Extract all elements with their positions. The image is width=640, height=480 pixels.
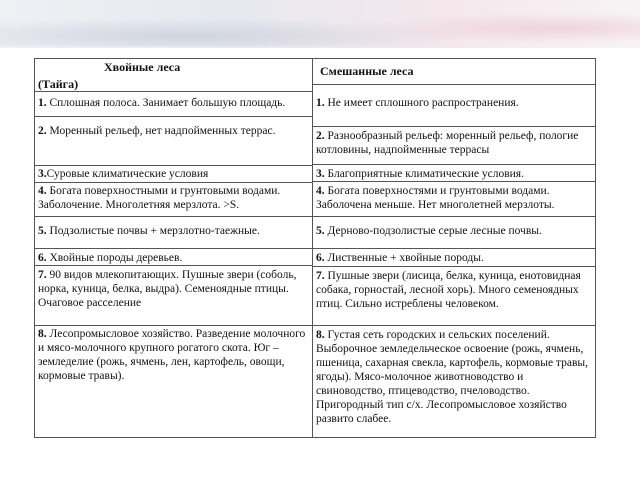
row-line-right <box>312 266 596 267</box>
row-line-right <box>312 248 596 249</box>
left-cell-2: 2. Моренный рельеф, нет надпойменных террас. <box>38 125 276 137</box>
row-line-right <box>312 164 596 165</box>
left-cell-7: 7. 90 видов млекопитающих. Пушные звери (соболь, норка, куница, белка, выдра). Семеноядные птицы. Очаговое расселение <box>38 269 297 309</box>
right-cell-8: 8. Густая сеть городских и сельских поселений. Выборочное земледельческое освоение (рожь, ячмень, пшеница, сахарная свекла, картофель, кормовые травы, ягоды). Мясо-молочное животноводство и свиноводство, птицеводство, пчеловодство. Пригородный тип с/х. Лесопромысловое хозяйство развито слабее. <box>316 329 588 425</box>
left-cell-8: 8. Лесопромысловое хозяйство. Разведение молочного и мясо-молочного крупного рогатого скота. Юг – земледелие (рожь, ячмень, лен, картофель, овощи, кормовые травы). <box>38 328 306 382</box>
left-cell-1: 1. Сплошная полоса. Занимает большую площадь. <box>38 97 286 109</box>
left-column-title: Хвойные леса <box>104 60 181 74</box>
right-cell-7: 7. Пушные звери (лисица, белка, куница, енотовидная собака, горностай, лесной хорь). Много семеноядных птиц. Сильно истреблены человеком. <box>316 270 581 310</box>
row-line-right <box>312 325 596 326</box>
row-line-right <box>312 181 596 182</box>
left-cell-5: 5. Подзолистые почвы + мерзлотно-таежные. <box>38 225 260 237</box>
right-cell-2: 2. Разнообразный рельеф: моренный рельеф, пологие котловины, надпойменные террасы <box>316 130 579 156</box>
row-line-right <box>312 84 596 85</box>
row-line-right <box>312 126 596 127</box>
banner-wave-pink <box>0 10 640 50</box>
right-cell-3: 3. Благоприятные климатические условия. <box>316 168 524 180</box>
row-line-left <box>34 248 312 249</box>
right-column-title: Смешанные леса <box>320 64 414 78</box>
left-column-subtitle: (Тайга) <box>38 77 79 91</box>
right-cell-1: 1. Не имеет сплошного распространения. <box>316 97 519 109</box>
left-cell-6: 6. Хвойные породы деревьев. <box>38 252 183 264</box>
right-cell-4: 4. Богата поверхностями и грунтовыми водами. Заболочена меньше. Нет многолетней мерзлоты. <box>316 185 555 211</box>
left-cell-3: 3.Суровые климатические условия <box>38 168 209 180</box>
row-line-left <box>34 116 312 117</box>
slide-banner <box>0 0 640 48</box>
row-line-left <box>34 216 312 217</box>
row-line-left <box>34 325 312 326</box>
row-line-left <box>34 165 312 166</box>
left-cell-4: 4. Богата поверхностными и грунтовыми водами. Заболочение. Многолетняя мерзлота. >S. <box>38 185 281 211</box>
row-line-right <box>312 216 596 217</box>
row-line-left <box>34 265 312 266</box>
right-cell-6: 6. Лиственные + хвойные породы. <box>316 252 484 264</box>
right-cell-5: 5. Дерново-подзолистые серые лесные почвы. <box>316 225 542 237</box>
row-line-left <box>34 182 312 183</box>
